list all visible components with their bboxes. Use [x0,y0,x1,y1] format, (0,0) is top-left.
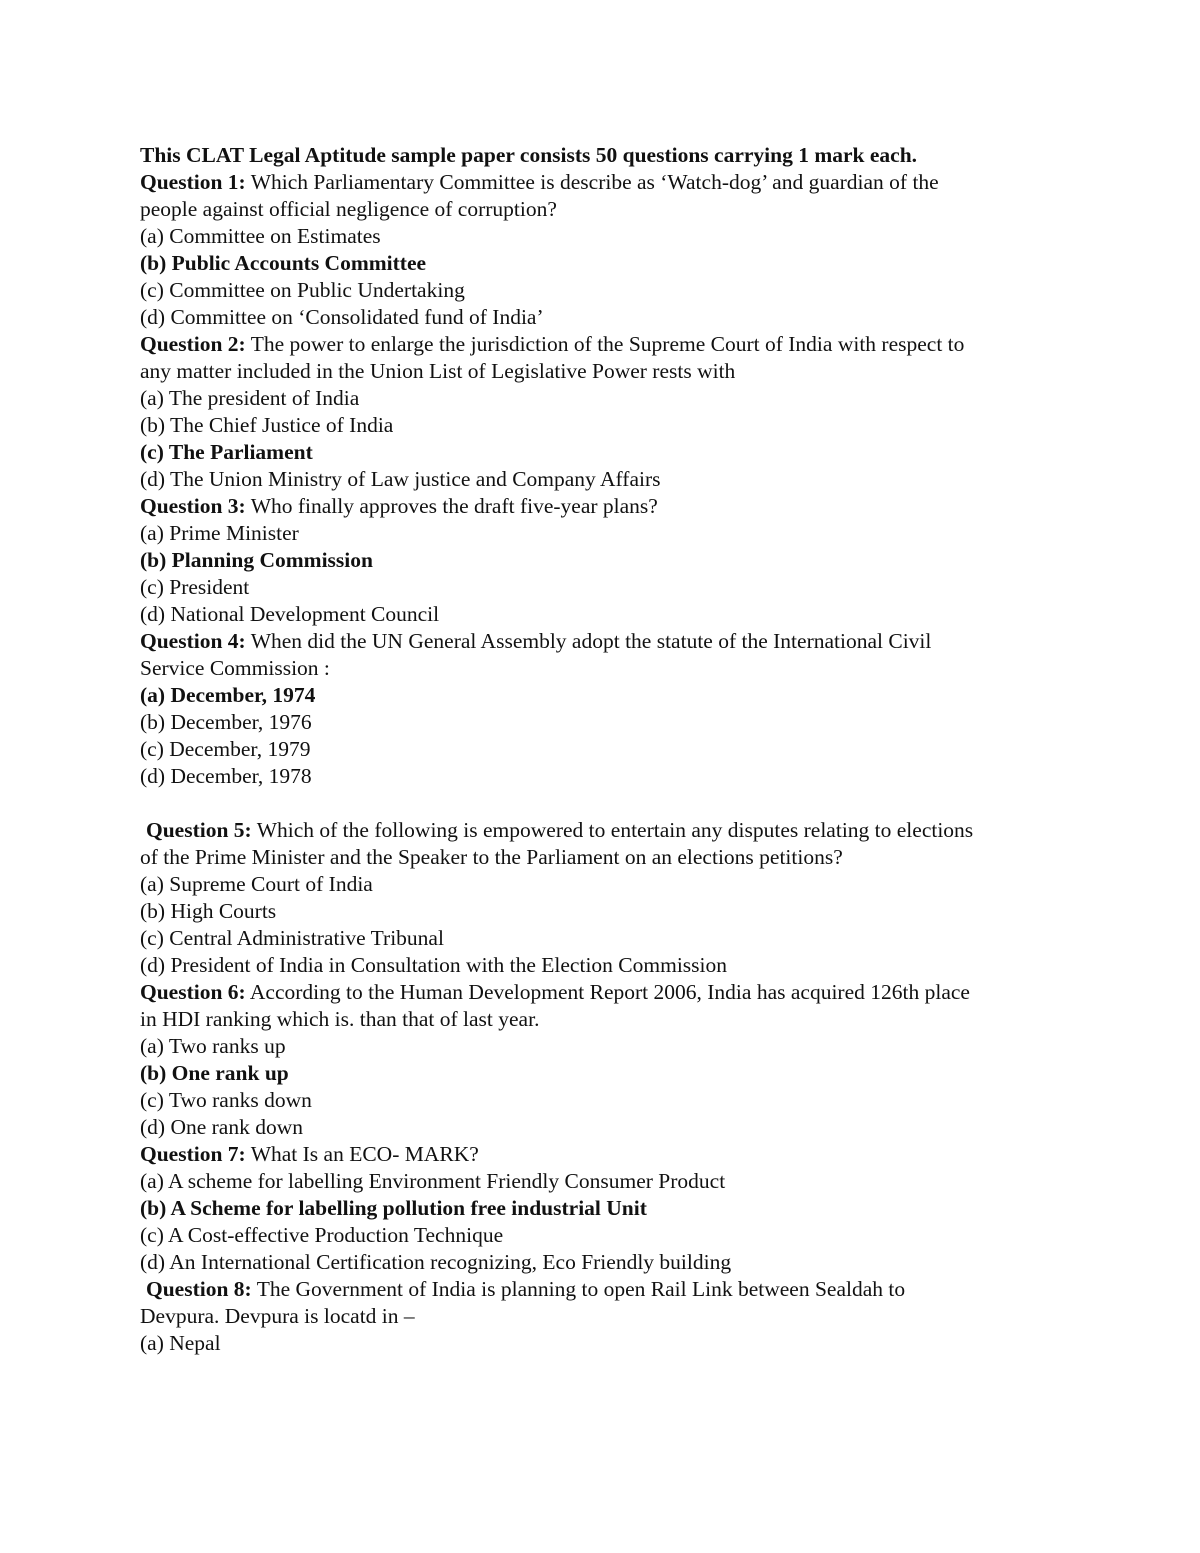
correct-option: (b) A Scheme for labelling pollution free industrial Unit [140,1196,647,1220]
option: (d) The Union Ministry of Law justice and Company Affairs [140,467,661,491]
option: (c) Two ranks down [140,1088,312,1112]
question-line [140,979,1080,1006]
question-text: What Is an ECO- MARK? [245,1142,479,1166]
option: (b) December, 1976 [140,710,312,734]
question-block [140,331,1080,493]
question-text-continued: any matter included in the Union List of Legislative Power rests with [140,359,736,383]
question-text: When did the UN General Assembly adopt the statute of the International Civil [245,629,932,653]
option: (a) Two ranks up [140,1034,286,1058]
option: (a) Prime Minister [140,521,299,545]
option: (d) Committee on ‘Consolidated fund of India’ [140,305,544,329]
option: (d) An International Certification recognizing, Eco Friendly building [140,1250,732,1274]
question-text-continued: in HDI ranking which is. than that of last year. [140,1007,540,1031]
question-text-continued: people against official negligence of corruption? [140,197,557,221]
correct-option: (b) Planning Commission [140,548,373,572]
document-body [140,142,1080,1357]
question-block [140,493,1080,628]
option: (a) A scheme for labelling Environment Friendly Consumer Product [140,1169,726,1193]
question-text: Which of the following is empowered to entertain any disputes relating to elections [251,818,974,842]
question-block [140,1141,1080,1276]
option: (d) December, 1978 [140,764,312,788]
correct-option: (b) Public Accounts Committee [140,251,427,275]
question-text-continued: Devpura. Devpura is locatd in – [140,1304,415,1328]
question-line [140,817,1080,844]
option: (c) President [140,575,250,599]
question-line [140,1141,1080,1168]
question-block [140,1276,1080,1357]
question-text: The power to enlarge the jurisdiction of the Supreme Court of India with respect to [245,332,965,356]
question-label: Question 5: [146,818,252,842]
question-text-continued: of the Prime Minister and the Speaker to the Parliament on an elections petitions? [140,845,843,869]
option: (c) Central Administrative Tribunal [140,926,444,950]
question-text: Who finally approves the draft five-year plans? [245,494,658,518]
correct-option: (b) One rank up [140,1061,289,1085]
intro-heading: This CLAT Legal Aptitude sample paper consists 50 questions carrying 1 mark each. [140,143,918,167]
option: (a) The president of India [140,386,360,410]
question-label: Question 7: [140,1142,246,1166]
question-label: Question 6: [140,980,246,1004]
correct-option: (c) The Parliament [140,440,313,464]
section-gap [140,790,1080,817]
option: (c) Committee on Public Undertaking [140,278,465,302]
option: (c) A Cost-effective Production Technique [140,1223,504,1247]
option: (d) One rank down [140,1115,303,1139]
question-block [140,169,1080,331]
question-list [140,169,1080,1357]
correct-option: (a) December, 1974 [140,683,316,707]
option: (b) The Chief Justice of India [140,413,394,437]
option: (c) December, 1979 [140,737,311,761]
question-text: Which Parliamentary Committee is describe as ‘Watch-dog’ and guardian of the [245,170,939,194]
question-text: The Government of India is planning to open Rail Link between Sealdah to [251,1277,906,1301]
question-line [140,493,1080,520]
question-line [140,331,1080,358]
option: (d) National Development Council [140,602,440,626]
option: (d) President of India in Consultation with the Election Commission [140,953,728,977]
question-text-continued: Service Commission : [140,656,330,680]
question-block [140,979,1080,1141]
question-line [140,169,1080,196]
question-label: Question 4: [140,629,246,653]
option: (a) Nepal [140,1331,221,1355]
question-block [140,628,1080,790]
question-label: Question 8: [146,1277,252,1301]
option: (a) Supreme Court of India [140,872,373,896]
question-label: Question 3: [140,494,246,518]
question-line [140,1276,1080,1303]
option: (b) High Courts [140,899,277,923]
question-line [140,628,1080,655]
question-block [140,817,1080,979]
option: (a) Committee on Estimates [140,224,381,248]
question-label: Question 2: [140,332,246,356]
question-text: According to the Human Development Report 2006, India has acquired 126th place [245,980,970,1004]
question-label: Question 1: [140,170,246,194]
